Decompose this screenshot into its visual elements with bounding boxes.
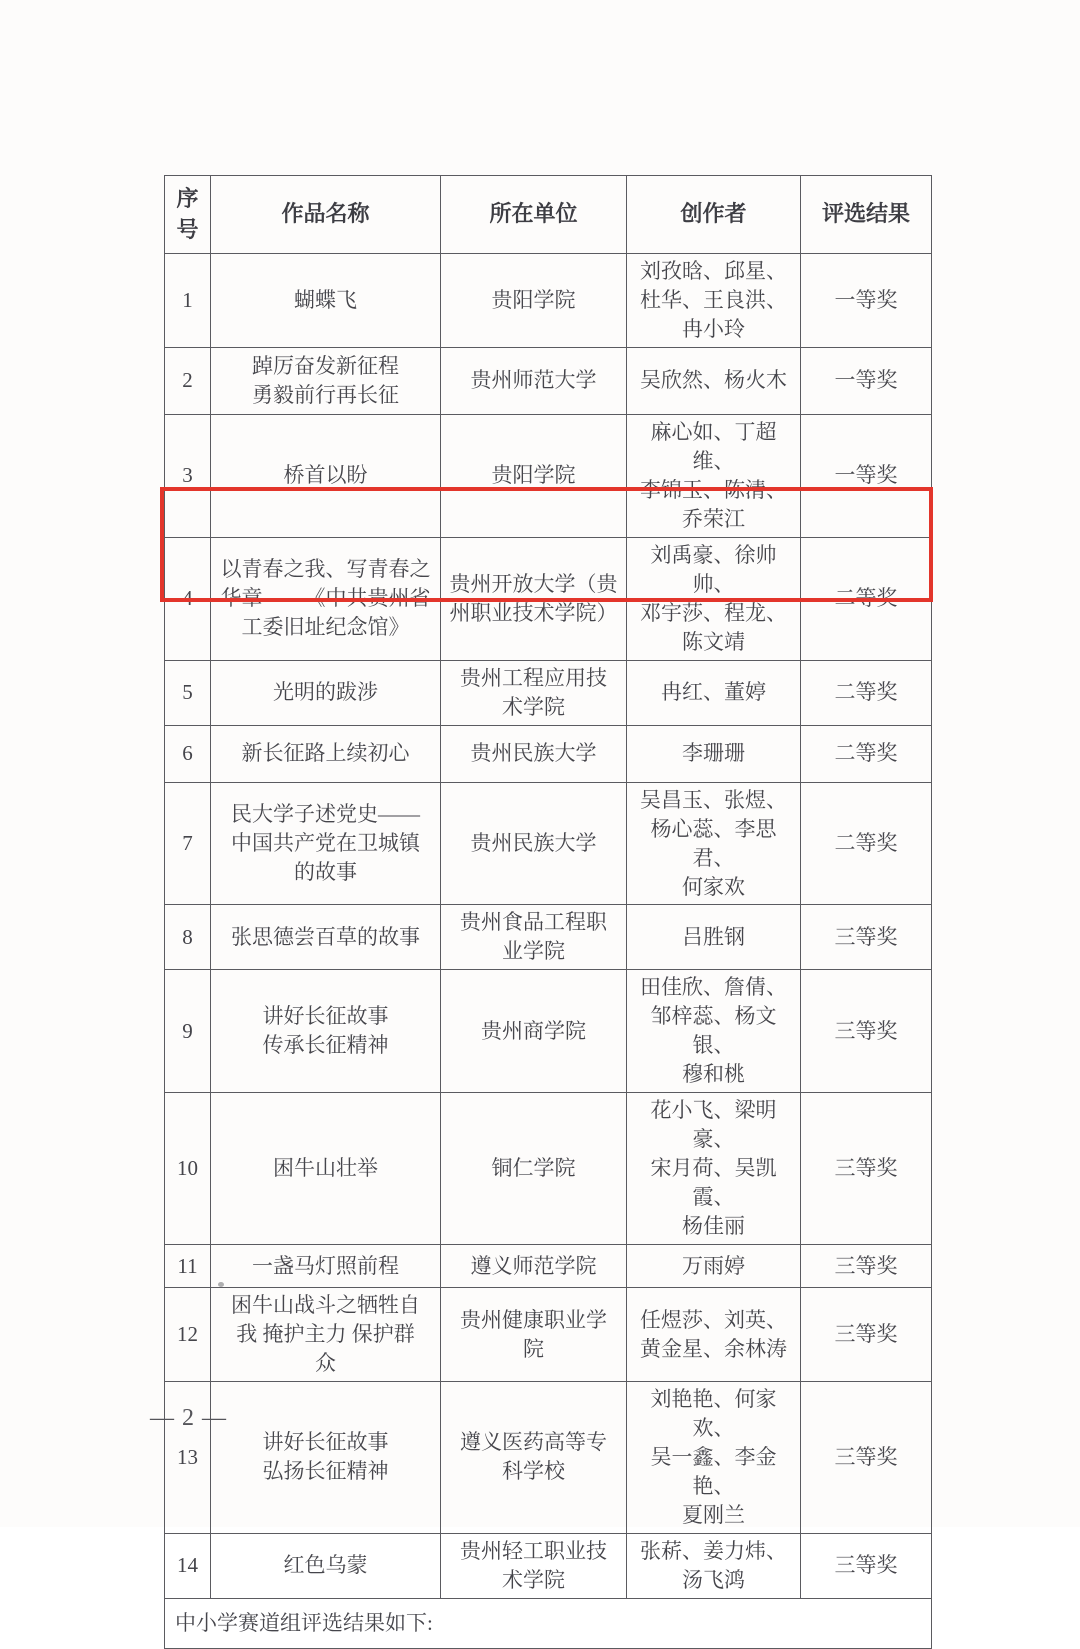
cell-unit: 贵州民族大学 [441,725,627,782]
cell-creators: 刘艳艳、何家欢、 吴一鑫、李金艳、 夏刚兰 [627,1382,801,1534]
cell-result: 三等奖 [801,1288,932,1382]
cell-title: 困牛山战斗之牺牲自 我 掩护主力 保护群 众 [211,1288,441,1382]
header-row [165,176,932,254]
cell-creators: 李珊珊 [627,725,801,782]
table-row [165,1288,932,1382]
cell-creators: 吕胜钢 [627,905,801,970]
award-results-table [164,175,932,1649]
table-row [165,905,932,970]
cell-title: 桥首以盼 [211,414,441,537]
cell-no: 9 [165,970,211,1093]
cell-unit: 贵州民族大学 [441,782,627,905]
header-result: 评选结果 [801,176,932,254]
cell-creators: 刘禹豪、徐帅帅、 邓宇莎、程龙、 陈文靖 [627,537,801,660]
cell-unit: 贵阳学院 [441,254,627,348]
cell-unit: 贵州健康职业学 院 [441,1288,627,1382]
cell-title: 新长征路上续初心 [211,725,441,782]
page-number: — 2 — [150,1405,227,1431]
table-row [165,1245,932,1288]
cell-result: 二等奖 [801,660,932,725]
cell-no: 10 [165,1093,211,1245]
table-note-section [165,1598,932,1648]
table-row [165,537,932,660]
cell-no: 13 [165,1382,211,1534]
cell-unit: 遵义医药高等专 科学校 [441,1382,627,1534]
table-body [165,254,932,1599]
cell-no: 7 [165,782,211,905]
cell-unit: 贵州师范大学 [441,347,627,414]
cell-result: 三等奖 [801,1533,932,1598]
cell-title: 蝴蝶飞 [211,254,441,348]
cell-result: 二等奖 [801,725,932,782]
cell-creators: 花小飞、梁明豪、 宋月荷、吴凯霞、 杨佳丽 [627,1093,801,1245]
cell-unit: 贵阳学院 [441,414,627,537]
cell-no: 4 [165,537,211,660]
cell-title: 张思德尝百草的故事 [211,905,441,970]
header-creators: 创作者 [627,176,801,254]
cell-no: 14 [165,1533,211,1598]
note-cell: 中小学赛道组评选结果如下: [165,1598,932,1648]
cell-title: 红色乌蒙 [211,1533,441,1598]
cell-unit: 贵州食品工程职 业学院 [441,905,627,970]
cell-creators: 张菥、姜力炜、 汤飞鸿 [627,1533,801,1598]
cell-no: 3 [165,414,211,537]
cell-title: 一盏马灯照前程 [211,1245,441,1288]
cell-creators: 吴昌玉、张煜、 杨心蕊、李思君、 何家欢 [627,782,801,905]
table-row [165,970,932,1093]
cell-creators: 刘孜晗、邱星、 杜华、王良洪、 冉小玲 [627,254,801,348]
table-row [165,254,932,348]
cell-result: 一等奖 [801,347,932,414]
cell-result: 一等奖 [801,254,932,348]
table-row [165,1093,932,1245]
table-row [165,1533,932,1598]
cell-no: 12 [165,1288,211,1382]
cell-result: 三等奖 [801,1093,932,1245]
header-title: 作品名称 [211,176,441,254]
cell-title: 民大学子述党史—— 中国共产党在卫城镇 的故事 [211,782,441,905]
cell-title: 讲好长征故事 弘扬长征精神 [211,1382,441,1534]
cell-unit: 贵州商学院 [441,970,627,1093]
cell-title: 以青春之我、写青春之 华章——《中共贵州省 工委旧址纪念馆》 [211,537,441,660]
table-row [165,1382,932,1534]
table-row [165,660,932,725]
cell-creators: 田佳欣、詹倩、 邹梓蕊、杨文银、 穆和桃 [627,970,801,1093]
table-row [165,782,932,905]
header-no: 序号 [165,176,211,254]
table-row [165,414,932,537]
cell-result: 二等奖 [801,782,932,905]
cell-result: 三等奖 [801,1382,932,1534]
cell-creators: 吴欣然、杨火木 [627,347,801,414]
cell-no: 2 [165,347,211,414]
note-row [165,1598,932,1648]
cell-no: 5 [165,660,211,725]
cell-unit: 铜仁学院 [441,1093,627,1245]
cell-creators: 麻心如、丁超维、 李锦玉、陈清、 乔荣江 [627,414,801,537]
table-row [165,725,932,782]
cell-unit: 遵义师范学院 [441,1245,627,1288]
cell-creators: 冉红、董婷 [627,660,801,725]
cell-result: 一等奖 [801,414,932,537]
table-head [165,176,932,254]
cell-creators: 任煜莎、刘英、 黄金星、余林涛 [627,1288,801,1382]
scan-speck [218,1282,224,1287]
cell-no: 6 [165,725,211,782]
cell-result: 二等奖 [801,537,932,660]
cell-creators: 万雨婷 [627,1245,801,1288]
cell-result: 三等奖 [801,1245,932,1288]
cell-title: 踔厉奋发新征程 勇毅前行再长征 [211,347,441,414]
cell-unit: 贵州轻工职业技 术学院 [441,1533,627,1598]
cell-no: 1 [165,254,211,348]
cell-title: 困牛山壮举 [211,1093,441,1245]
table-row [165,347,932,414]
cell-no: 8 [165,905,211,970]
cell-title: 光明的跋涉 [211,660,441,725]
cell-unit: 贵州工程应用技 术学院 [441,660,627,725]
cell-title: 讲好长征故事 传承长征精神 [211,970,441,1093]
cell-unit: 贵州开放大学（贵 州职业技术学院） [441,537,627,660]
cell-no: 11 [165,1245,211,1288]
header-unit: 所在单位 [441,176,627,254]
cell-result: 三等奖 [801,905,932,970]
cell-result: 三等奖 [801,970,932,1093]
